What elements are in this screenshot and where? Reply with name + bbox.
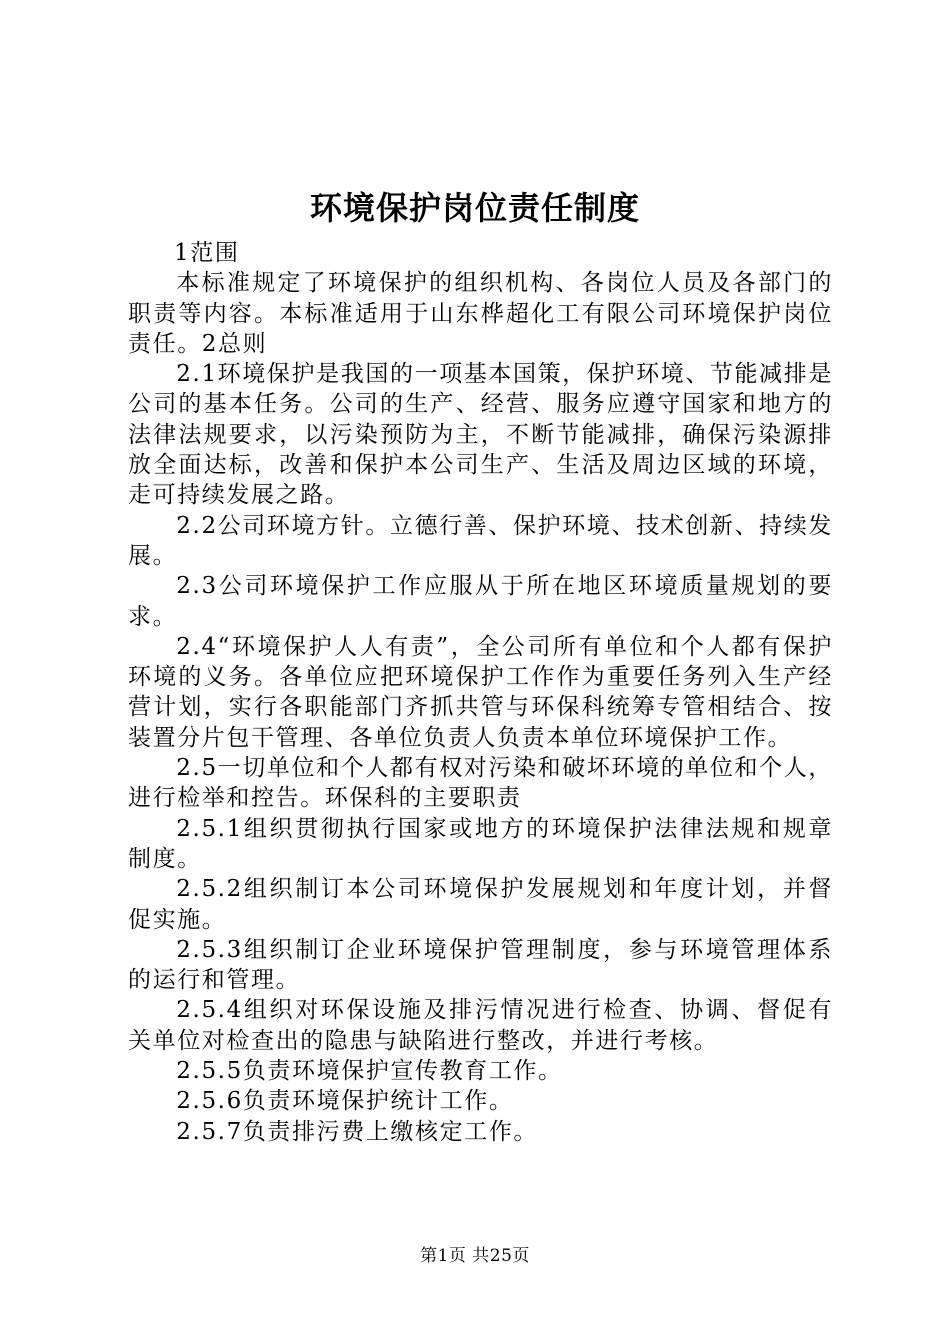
paragraph-2-5-1: 2.5.1组织贯彻执行国家或地方的环境保护法律法规和规章制度。 bbox=[128, 815, 833, 872]
paragraph-2-5-2: 2.5.2组织制订本公司环境保护发展规划和年度计划，并督促实施。 bbox=[128, 876, 833, 933]
paragraph-2-5: 2.5一切单位和个人都有权对污染和破坏环境的单位和个人，进行检举和控告。环保科的主要职责 bbox=[128, 755, 833, 812]
paragraph-2-5-5: 2.5.5负责环境保护宣传教育工作。 bbox=[176, 1058, 563, 1085]
document-title: 环境保护岗位责任制度 bbox=[309, 189, 640, 227]
paragraph-2-5-7: 2.5.7负责排污费上缴核定工作。 bbox=[176, 1118, 539, 1145]
paragraph-2-5-6: 2.5.6负责环境保护统计工作。 bbox=[176, 1088, 514, 1115]
paragraph-2-3: 2.3公司环境保护工作应服从于所在地区环境质量规划的要求。 bbox=[128, 573, 833, 630]
paragraph-2-1: 2.1环境保护是我国的一项基本国策，保护环境、节能减排是公司的基本任务。公司的生产、经营、服务应遵守国家和地方的法律法规要求，以污染预防为主，不断节能减排，确保污染源排放全面达标，改善和保护本公司生产、生活及周边区域的环境，走可持续发展之路。 bbox=[128, 361, 833, 509]
paragraph-2-2: 2.2公司环境方针。立德行善、保护环境、技术创新、持续发展。 bbox=[128, 512, 833, 569]
document-body bbox=[128, 238, 833, 1147]
paragraph-scope-description: 本标准规定了环境保护的组织机构、各岗位人员及各部门的职责等内容。本标准适用于山东桦超化工有限公司环境保护岗位责任。2总则 bbox=[128, 270, 833, 357]
section-heading-scope: 1范围 bbox=[174, 240, 240, 266]
page-number-footer: 第1页 共25页 bbox=[420, 1246, 530, 1266]
paragraph-2-5-3: 2.5.3组织制订企业环境保护管理制度，参与环境管理体系的运行和管理。 bbox=[128, 936, 833, 994]
paragraph-2-5-4: 2.5.4组织对环保设施及排污情况进行检查、协调、督促有关单位对检查出的隐患与缺陷进行整改，并进行考核。 bbox=[128, 997, 833, 1054]
paragraph-2-4: 2.4“环境保护人人有责”，全公司所有单位和个人都有保护环境的义务。各单位应把环境保护工作作为重要任务列入生产经营计划，实行各职能部门齐抓共管与环保科统筹专管相结合、按装置分片包干管理、各单位负责人负责本单位环境保护工作。 bbox=[128, 633, 833, 751]
